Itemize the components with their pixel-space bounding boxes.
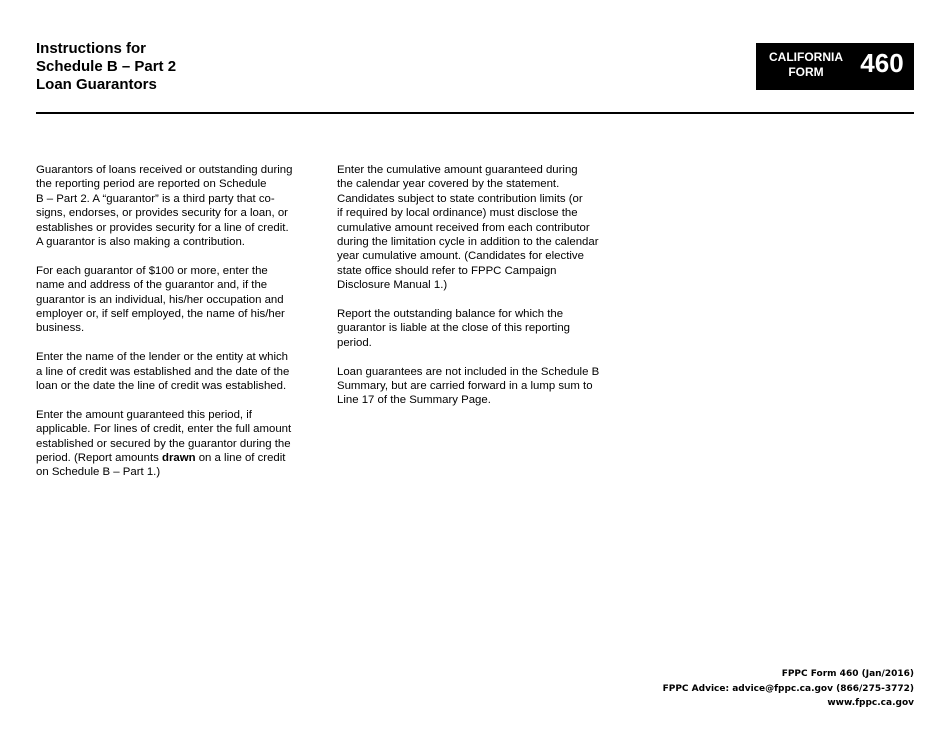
text-line: employer or, if self employed, the name of his/her [36, 308, 285, 321]
footer-form-version: FPPC Form 460 (Jan/2016) [781, 669, 914, 679]
text-line: cumulative amount received from each contributor [337, 221, 590, 234]
header-divider [36, 112, 914, 114]
paragraph-outstanding-balance [337, 307, 622, 350]
text-line: B – Part 2. A “guarantor” is a third party that co- [36, 192, 275, 205]
text-line: if required by local ordinance) must disclose the [337, 207, 578, 220]
page-footer [663, 667, 914, 711]
text-line: For each guarantor of $100 or more, enter the [36, 264, 268, 277]
text-line: loan or the date the line of credit was established. [36, 380, 287, 393]
text-line: applicable. For lines of credit, enter the full amount [36, 423, 292, 436]
text-fragment: period. (Report amounts [36, 452, 162, 465]
text-line: Enter the amount guaranteed this period, if [36, 408, 252, 421]
paragraph-lender [36, 350, 316, 393]
text-line: guarantor is an individual, his/her occupation and [36, 293, 284, 306]
text-line: A guarantor is also making a contribution. [36, 236, 245, 249]
form-badge-label-line: FORM [788, 65, 824, 79]
text-line: Disclosure Manual 1.) [337, 279, 448, 292]
text-line: year cumulative amount. (Candidates for elective [337, 250, 584, 263]
text-line: signs, endorses, or provides security for a loan, or [36, 207, 288, 220]
text-line: guarantor is liable at the close of this reporting [337, 322, 571, 335]
text-fragment: on a line of credit [195, 452, 286, 465]
text-line: Loan guarantees are not included in the Schedule B [337, 365, 600, 378]
paragraph-guarantors-definition [36, 163, 316, 249]
title-line: Instructions for [36, 40, 147, 57]
paragraph-amount-guaranteed [36, 408, 316, 480]
form-number-badge [756, 43, 914, 90]
text-line: a line of credit was established and the date of the [36, 365, 290, 378]
text-line: Summary, but are carried forward in a lump sum to [337, 380, 593, 393]
text-line: state office should refer to FPPC Campaign [337, 264, 557, 277]
text-line: Candidates subject to state contribution limits (or [337, 192, 583, 205]
text-line: established or secured by the guarantor during the [36, 437, 291, 450]
right-column [337, 163, 622, 422]
paragraph-summary-note [337, 365, 622, 408]
paragraph-cumulative-amount [337, 163, 622, 293]
text-line: Report the outstanding balance for which the [337, 308, 564, 321]
title-line: Loan Guarantors [36, 76, 157, 93]
text-line: Enter the cumulative amount guaranteed during [337, 164, 578, 176]
emphasis-drawn: drawn [162, 452, 196, 465]
text-line: the calendar year covered by the statement. [337, 178, 560, 191]
form-number: 460 [860, 48, 904, 78]
footer-advice-contact: FPPC Advice: advice@fppc.ca.gov (866/275-3772) [662, 683, 914, 694]
text-line: on Schedule B – Part 1.) [36, 466, 161, 479]
text-line: period. [337, 336, 372, 349]
text-line: Guarantors of loans received or outstanding during [36, 164, 293, 176]
title-line: Schedule B – Part 2 [36, 58, 177, 75]
form-badge-label [764, 50, 848, 80]
text-line: business. [36, 322, 85, 335]
text-line: during the limitation cycle in addition to the calendar [337, 236, 599, 249]
page-title [36, 40, 176, 94]
text-line: establishes or provides security for a line of credit. [36, 221, 289, 234]
paragraph-guarantor-name-address [36, 264, 316, 336]
text-line: the reporting period are reported on Schedule [36, 178, 267, 191]
text-line: Line 17 of the Summary Page. [337, 394, 491, 407]
form-badge-label-line: CALIFORNIA [769, 50, 843, 64]
text-line: Enter the name of the lender or the entity at which [36, 351, 289, 364]
footer-website: www.fppc.ca.gov [827, 698, 914, 708]
text-line: name and address of the guarantor and, if the [36, 279, 268, 292]
text-line [36, 452, 285, 464]
left-column [36, 163, 316, 494]
